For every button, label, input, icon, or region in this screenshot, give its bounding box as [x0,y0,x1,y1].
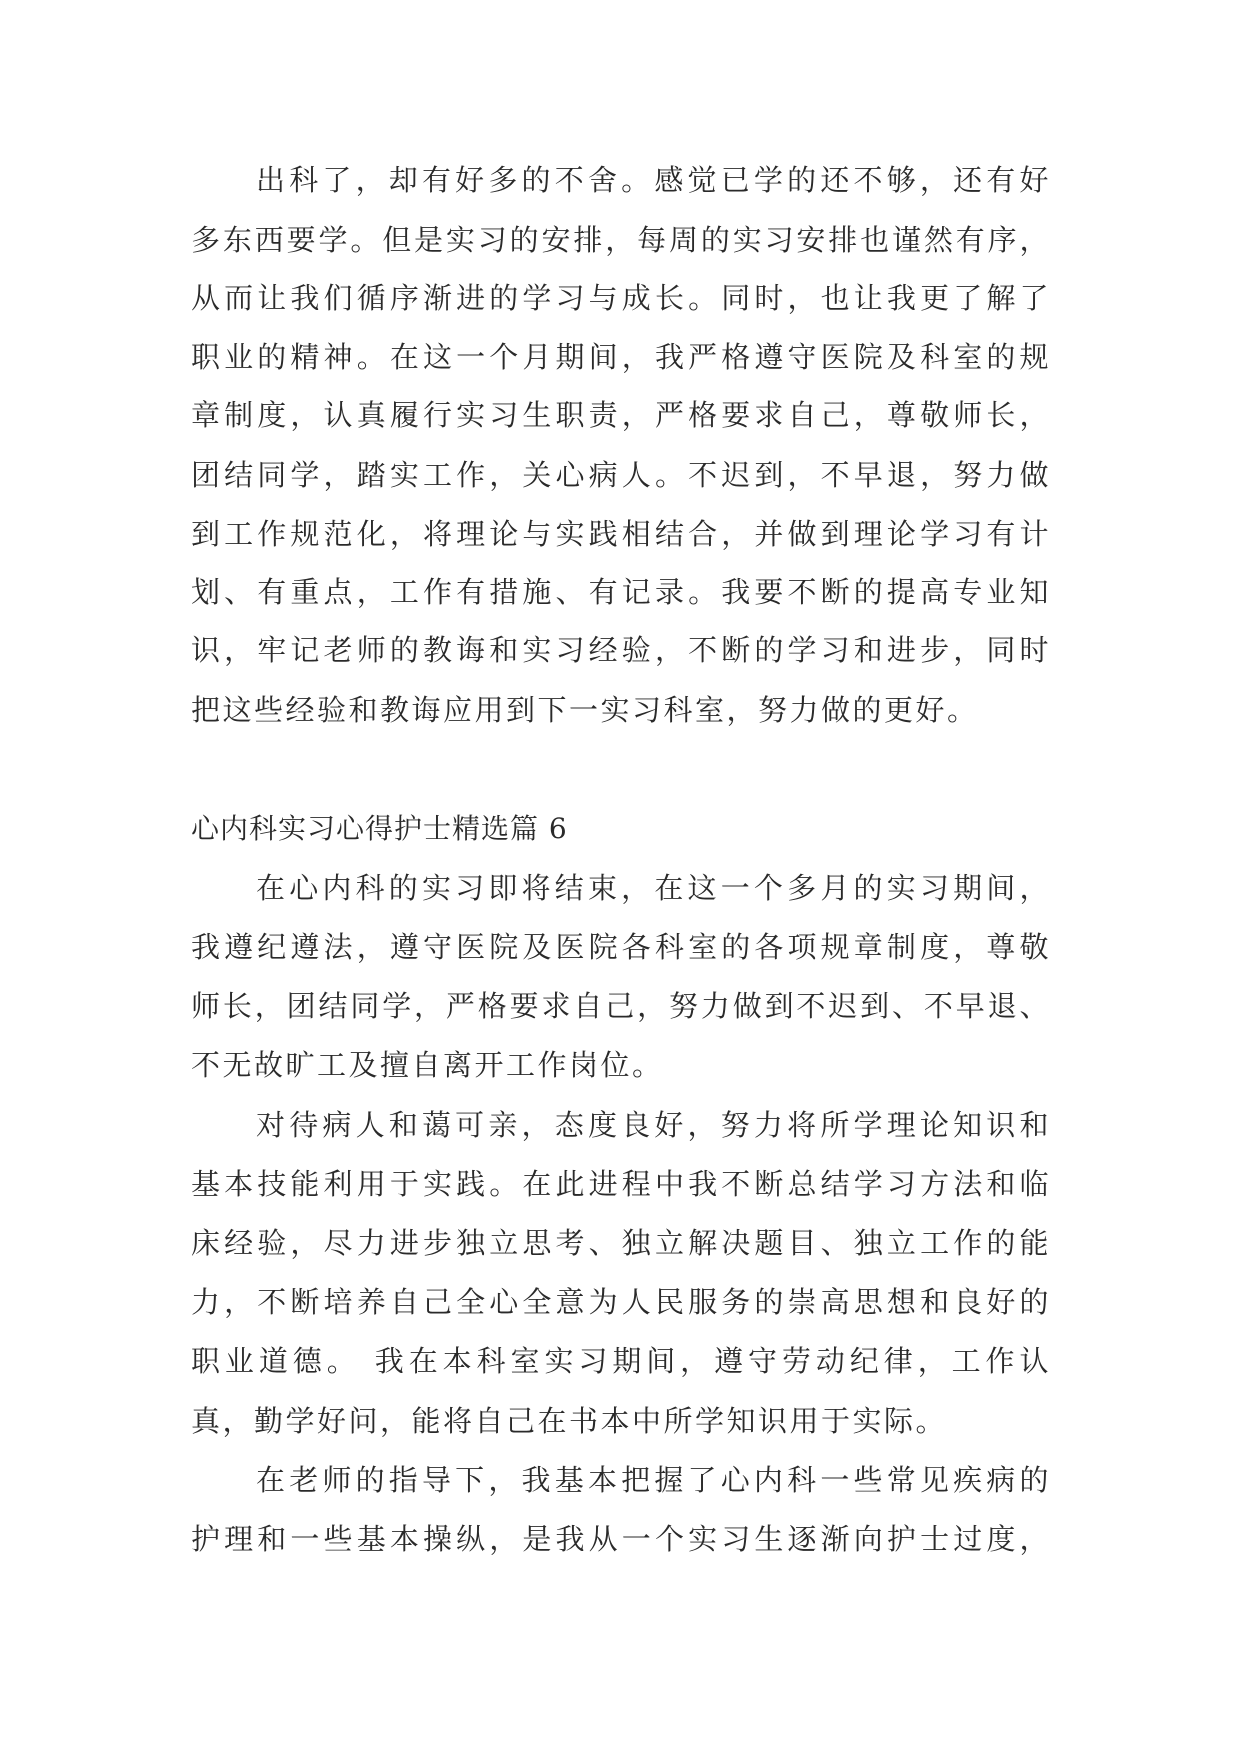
paragraph-line: 我遵纪遵法，遵守医院及医院各科室的各项规章制度，尊敬 [191,930,1051,964]
paragraph-line: 真，勤学好问，能将自己在书本中所学知识用于实际。 [191,1404,948,1438]
paragraph-line: 出科了，却有好多的不舍。感觉已学的还不够，还有好 [256,163,1051,197]
paragraph-line: 师长，团结同学，严格要求自己，努力做到不迟到、不早退、 [191,989,1051,1023]
paragraph-line: 力，不断培养自己全心全意为人民服务的崇高思想和良好的 [191,1285,1051,1319]
paragraph-line: 识，牢记老师的教诲和实习经验，不断的学习和进步，同时 [191,633,1051,667]
paragraph-line: 床经验，尽力进步独立思考、独立解决题目、独立工作的能 [191,1226,1051,1260]
paragraph-line: 护理和一些基本操纵，是我从一个实习生逐渐向护士过度， [191,1522,1051,1556]
paragraph-line: 从而让我们循序渐进的学习与成长。同时，也让我更了解了 [191,281,1051,315]
paragraph-line: 在心内科的实习即将结束，在这一个多月的实习期间， [256,871,1051,905]
paragraph-line: 多东西要学。但是实习的安排，每周的实习安排也谨然有序， [191,223,1051,257]
paragraph-line: 划、有重点，工作有措施、有记录。我要不断的提高专业知 [191,575,1051,609]
section-heading: 心内科实习心得护士精选篇 6 [191,812,568,845]
paragraph-line: 团结同学，踏实工作，关心病人。不迟到，不早退，努力做 [191,458,1051,492]
paragraph-line: 基本技能利用于实践。在此进程中我不断总结学习方法和临 [191,1167,1051,1201]
paragraph-line: 在老师的指导下，我基本把握了心内科一些常见疾病的 [256,1463,1051,1497]
paragraph-line: 职业的精神。在这一个月期间，我严格遵守医院及科室的规 [191,340,1051,374]
paragraph-line: 不无故旷工及擅自离开工作岗位。 [191,1048,664,1082]
paragraph-line: 到工作规范化，将理论与实践相结合，并做到理论学习有计 [191,517,1051,551]
paragraph-line: 把这些经验和教诲应用到下一实习科室，努力做的更好。 [191,693,979,727]
paragraph-line: 职业道德。 我在本科室实习期间，遵守劳动纪律，工作认 [191,1344,1051,1378]
paragraph-line: 对待病人和蔼可亲，态度良好，努力将所学理论知识和 [256,1108,1051,1142]
paragraph-line: 章制度，认真履行实习生职责，严格要求自己，尊敬师长， [191,398,1051,432]
